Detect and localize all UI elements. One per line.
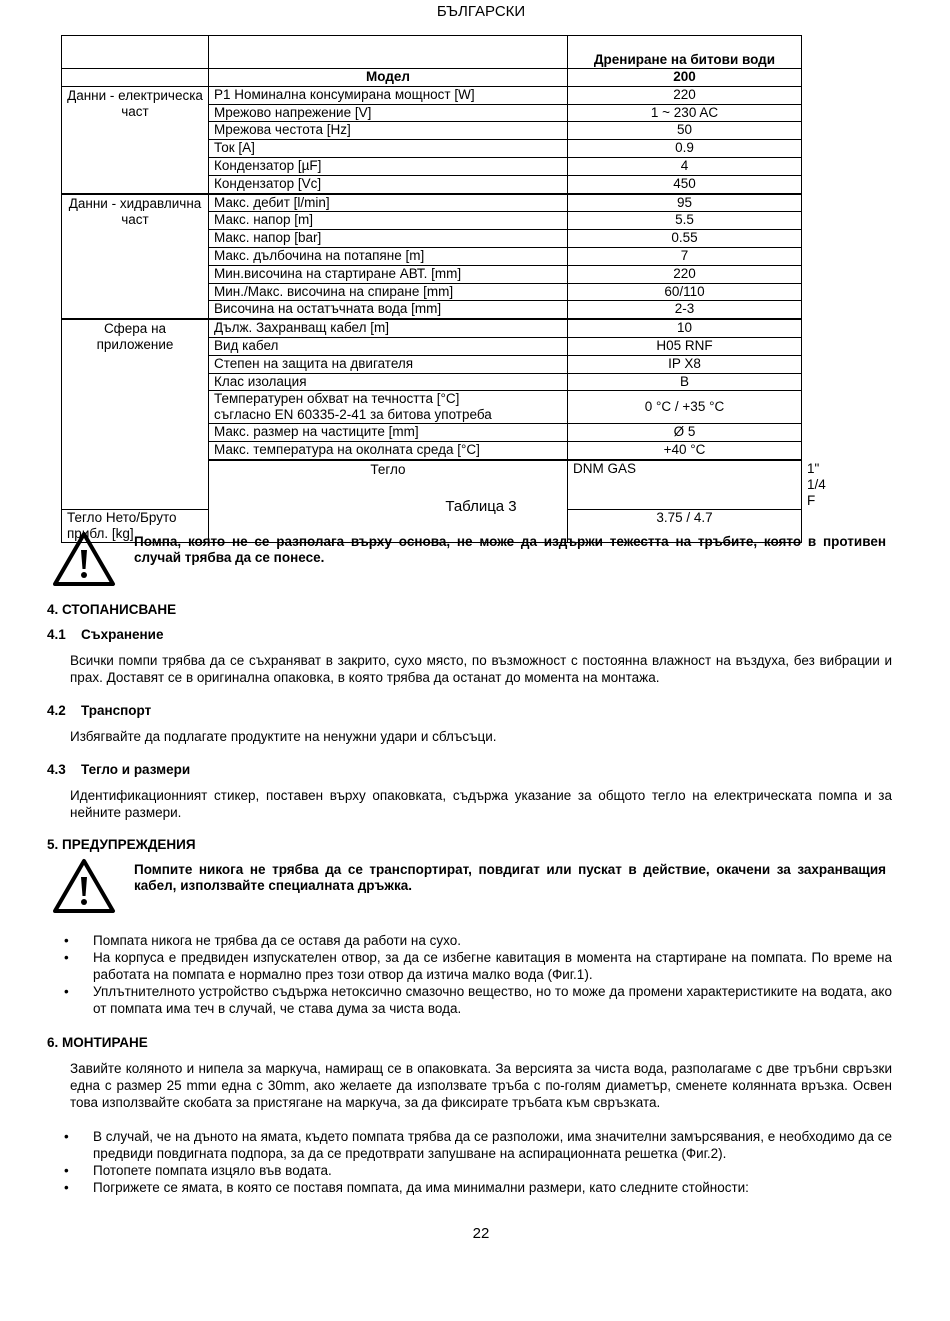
param-cell: Макс. напор [bar] bbox=[209, 230, 568, 248]
page-language-header: БЪЛГАРСКИ bbox=[436, 3, 526, 20]
section-4-1-heading bbox=[47, 627, 163, 642]
param-cell: Макс. размер на частиците [mm] bbox=[209, 424, 568, 442]
param-cell: Вид кабел bbox=[209, 337, 568, 355]
param-line-1: Температурен обхват на течността [°C] bbox=[214, 391, 460, 407]
value-cell: 60/110 bbox=[568, 283, 802, 301]
value-cell: 1 ~ 230 AC bbox=[568, 104, 802, 122]
value-cell: 50 bbox=[568, 122, 802, 140]
value-cell: 5.5 bbox=[568, 212, 802, 230]
list-item: • На корпуса е предвиден изпускателен отвор, за да се избегне кавитация в момента на стартиране на помпата. По време на работата на помпата е нормално през този отвор да изтича малко вода (Фиг.1). bbox=[64, 950, 892, 982]
value-cell: IP X8 bbox=[568, 355, 802, 373]
section-4-3-heading bbox=[47, 762, 190, 777]
param-cell: Макс. дълбочина на потапяне [m] bbox=[209, 247, 568, 265]
warnings-list bbox=[64, 932, 892, 1017]
param-line-2: съгласно EN 60335-2-41 за битова употреба bbox=[214, 407, 492, 423]
section-6-title: 6. МОНТИРАНЕ bbox=[47, 1035, 148, 1050]
warning-triangle-icon bbox=[52, 858, 116, 914]
param-cell: Макс. дебит [l/min] bbox=[209, 194, 568, 212]
value-cell: 450 bbox=[568, 175, 802, 193]
group-weight: Тегло bbox=[209, 460, 568, 543]
param-cell: Мрежова честота [Hz] bbox=[209, 122, 568, 140]
param-cell: Мин./Макс. височина на спиране [mm] bbox=[209, 283, 568, 301]
bullet-dot-icon: • bbox=[64, 1180, 69, 1195]
list-item: • Помпата никога не трябва да се оставя да работи на сухо. bbox=[64, 933, 461, 948]
value-cell: 220 bbox=[568, 265, 802, 283]
page-number: 22 bbox=[472, 1225, 490, 1242]
value-cell: 0.55 bbox=[568, 230, 802, 248]
warning-text-base: Помпа, която не се разполага върху основа, не може да издържи тежестта на тръбите, която в противен случай трябва да се понесе. bbox=[134, 534, 886, 565]
group-electrical: Данни - електрическа част bbox=[62, 86, 209, 193]
group-application: Сфера на приложение bbox=[62, 319, 209, 509]
bullet-dot-icon: • bbox=[64, 1163, 69, 1178]
section-title: Транспорт bbox=[81, 703, 152, 718]
section-number: 4.2 bbox=[47, 703, 66, 718]
value-cell: 0.9 bbox=[568, 140, 802, 158]
weight-dimensions-paragraph: Идентификационният стикер, поставен върху опаковката, съдържа указание за общото тегло на електрическата помпа и за нейните размери. bbox=[70, 788, 892, 820]
param-cell: Ток [A] bbox=[209, 140, 568, 158]
bullet-dot-icon: • bbox=[64, 984, 69, 999]
value-cell: 95 bbox=[568, 194, 802, 212]
list-item: • Погрижете се ямата, в която се поставя помпата, да има минимални размери, като следните стойности: bbox=[64, 1180, 749, 1195]
bullet-dot-icon: • bbox=[64, 1129, 69, 1144]
param-cell: Мин.височина на стартиране АВТ. [mm] bbox=[209, 265, 568, 283]
model-value: 200 bbox=[568, 69, 802, 87]
bullet-dot-icon: • bbox=[64, 950, 69, 965]
param-cell: Макс. напор [m] bbox=[209, 212, 568, 230]
transport-paragraph: Избягвайте да подлагате продуктите на ненужни удари и сблъсъци. bbox=[70, 729, 497, 744]
list-item: • В случай, че на дъното на ямата, където помпата трябва да се разположи, има значителни замърсявания, е необходимо да се предвиди повдигната подпора, за да се предотврати запушване на аспирационната решетка (Фиг.2). bbox=[64, 1129, 892, 1161]
param-cell: Макс. температура на околната среда [°C] bbox=[209, 442, 568, 460]
technical-data-table: Дрениране на битови води Модел 200 Данни - електрическа част P1 Номинална консумирана мощност [W] 220 Мрежово напрежение [V] 1 ~ 230 AC Мрежова честота [Hz] 50 Ток [A] 0.9 Кондензатор [µF] 4 Кондензатор [Vc] 450 Данни - хидравлична част Макс. дебит [l/min] 95 Макс. напор [m] 5.5 Макс. напор [bar] 0.55 Макс. дълбочина на потапяне [m] 7 Мин.височина на стартиране АВТ. [mm] 220 Мин./Макс. височина на спиране [mm] 60/110 Височина на остатъчната вода [mm] 2-3 Сфера на приложение Дълж. Захранващ кабел [m] 10 Вид кабел H05 RNF Степен на защита на двигателя IP X8 Клас изолация B Температурен обхват на течността [°C] съгласно EN 60335-2-41 за битова употреба 0 °C / +35 °C Макс. размер на частиците [mm] Ø 5 Макс. температура на околната среда [°C] +40 °C Тегло DNM GAS 1" 1/4 F Тегло Нето/Бруто прибл. [kg] 3.75 / 4.7 bbox=[61, 35, 802, 543]
section-5-title: 5. ПРЕДУПРЕЖДЕНИЯ bbox=[47, 837, 196, 852]
param-cell: DNM GAS bbox=[568, 460, 802, 510]
value-cell: +40 °C bbox=[568, 442, 802, 460]
bullet-dot-icon: • bbox=[64, 933, 69, 948]
value-cell: 2-3 bbox=[568, 301, 802, 319]
section-title: Съхранение bbox=[81, 627, 164, 642]
section-4-2-heading bbox=[47, 703, 151, 718]
param-cell: Степен на защита на двигателя bbox=[209, 355, 568, 373]
param-cell: P1 Номинална консумирана мощност [W] bbox=[209, 86, 568, 104]
group-hydraulic: Данни - хидравлична част bbox=[62, 194, 209, 320]
value-cell: 3.75 / 4.7 bbox=[568, 509, 802, 542]
param-cell: Дълж. Захранващ кабел [m] bbox=[209, 319, 568, 337]
value-cell: 220 bbox=[568, 86, 802, 104]
param-cell-multiline bbox=[209, 391, 568, 424]
installation-paragraph: Завийте коляното и нипела за маркуча, намиращ се в опаковката. За версията за чиста вода, разполагаме с две тръбни свръзки една с размер 25 mmи една с 30mm, ако желаете да използвате тръба с по-голям диаметър, сменете колянната връзка. Освен това използвайте скобата за пристягане на маркуча, за да фиксирате тръбата към свръзката. bbox=[70, 1061, 892, 1110]
param-cell: Кондензатор [µF] bbox=[209, 157, 568, 175]
warning-triangle-icon bbox=[52, 531, 116, 587]
section-4-title: 4. СТОПАНИСВАНЕ bbox=[47, 602, 177, 617]
installation-list bbox=[64, 1128, 892, 1196]
storage-paragraph: Всички помпи трябва да се съхраняват в закрито, сухо място, по възможност с постоянна влажност на въздуха, без вибрации и прах. Доставят се в оригинална опаковка, в която трябва да останат до момента на монтажа. bbox=[70, 653, 892, 685]
list-item: • Потопете помпата изцяло във водата. bbox=[64, 1163, 332, 1178]
section-number: 4.3 bbox=[47, 762, 66, 777]
model-label: Модел bbox=[209, 69, 568, 87]
section-number: 4.1 bbox=[47, 627, 66, 642]
value-cell: 10 bbox=[568, 319, 802, 337]
list-item: • Уплътнителното устройство съдържа нетоксично смазочно вещество, но то може да промени характеристиките на водата, ако от помпата има теч в случай, че става дума за чиста вода. bbox=[64, 984, 892, 1016]
value-cell: Ø 5 bbox=[568, 424, 802, 442]
param-cell: Кондензатор [Vc] bbox=[209, 175, 568, 193]
value-cell: 0 °C / +35 °C bbox=[568, 391, 802, 424]
value-cell: 7 bbox=[568, 247, 802, 265]
value-cell: H05 RNF bbox=[568, 337, 802, 355]
table-caption: Таблица 3 bbox=[445, 498, 517, 515]
param-cell: Тегло Нето/Бруто прибл. [kg] bbox=[62, 509, 209, 542]
section-title: Тегло и размери bbox=[81, 762, 191, 777]
column-header: Дрениране на битови води bbox=[568, 36, 802, 69]
param-cell: Клас изолация bbox=[209, 373, 568, 391]
value-cell: B bbox=[568, 373, 802, 391]
value-cell: 4 bbox=[568, 157, 802, 175]
warning-text-cable: Помпите никога не трябва да се транспортират, повдигат или пускат в действие, окачени за захранващия кабел, използвайте специалната дръжка. bbox=[134, 862, 886, 893]
param-cell: Мрежово напрежение [V] bbox=[209, 104, 568, 122]
param-cell: Височина на остатъчната вода [mm] bbox=[209, 301, 568, 319]
